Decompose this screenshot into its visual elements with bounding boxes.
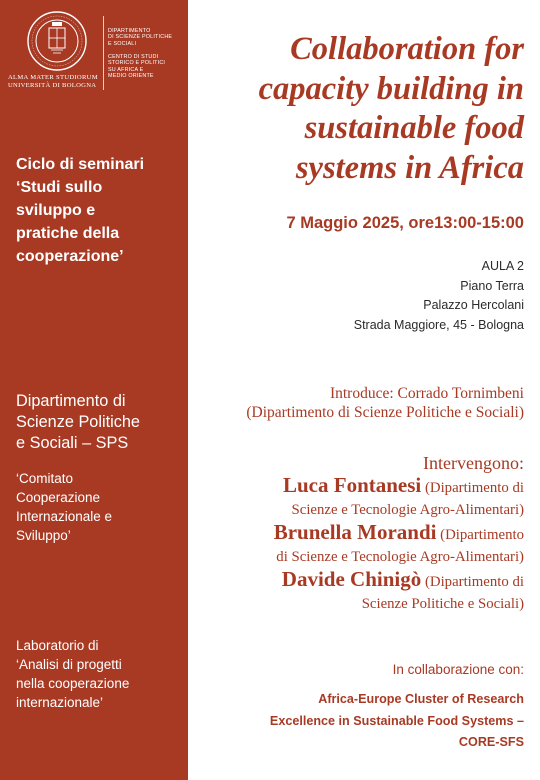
seal-caption-line: UNIVERSITÀ DI BOLOGNA: [8, 82, 97, 89]
speaker-name: Luca Fontanesi: [282, 473, 422, 497]
seminar-series-line: cooperazione’: [16, 248, 124, 265]
speaker-name: Davide Chinigò: [281, 567, 422, 591]
logo-divider: [103, 16, 104, 90]
lab-line: ‘Analisi di progetti: [16, 657, 122, 672]
committee-line: Sviluppo’: [16, 528, 71, 543]
speakers-label: Intervengono:: [423, 453, 524, 473]
center-logo-text: CENTRO DI STUDI STORICO E POLITICI SU AFRICA E MEDIO ORIENTE: [108, 54, 166, 80]
committee-line: Internazionale e: [16, 509, 113, 524]
venue-line: Palazzo Hercolani: [423, 298, 524, 312]
venue-line: Piano Terra: [460, 278, 524, 293]
main-content: [188, 0, 540, 780]
title-line: sustainable food: [304, 110, 524, 146]
committee-line: ‘Comitato: [16, 471, 74, 486]
speaker-affiliation: di Scienze e Tecnologie Agro-Alimentari): [276, 549, 524, 565]
seminar-series: [16, 153, 184, 268]
speaker-affiliation: Scienze e Tecnologie Agro-Alimentari): [291, 502, 524, 518]
speaker-line: [194, 521, 524, 546]
event-date: 7 Maggio 2025, ore13:00-15:00: [286, 214, 524, 232]
department-line: Scienze Politiche: [16, 413, 140, 431]
committee-name: [16, 469, 186, 545]
seal-caption-line: ALMA MATER STUDIORUM: [8, 74, 98, 81]
speaker-affiliation: Scienze Politiche e Sociali): [361, 596, 524, 612]
seminar-series-line: ‘Studi sullo: [16, 179, 103, 196]
lab-name: [16, 636, 184, 712]
collaboration-line: Excellence in Sustainable Food Systems –: [269, 713, 524, 728]
department-name: [16, 391, 186, 454]
venue-line: Strada Maggiore, 45 - Bologna: [353, 317, 524, 332]
collaboration-label: In collaborazione con:: [392, 662, 524, 677]
lab-line: Laboratorio di: [16, 638, 99, 653]
title-line: systems in Africa: [295, 149, 524, 186]
lab-line: nella cooperazione: [16, 676, 130, 691]
seminar-series-line: Ciclo di seminari: [16, 156, 145, 173]
intro-department: (Dipartimento di Scienze Politiche e Sociali): [246, 404, 524, 421]
speaker-entry: [194, 521, 524, 568]
speaker-affiliation: (Dipartimento di: [424, 574, 524, 590]
university-seal-icon: [26, 10, 88, 72]
speaker-entry: [194, 474, 524, 521]
speaker-line: [194, 474, 524, 499]
collaboration-organization: [194, 689, 524, 754]
venue-line: AULA 2: [481, 259, 524, 273]
seal-caption: [8, 74, 98, 90]
department-line: Dipartimento di: [16, 392, 126, 410]
collaboration-line: Africa-Europe Cluster of Research: [318, 692, 524, 706]
seminar-series-line: sviluppo e: [16, 202, 96, 219]
event-venue: [354, 257, 524, 335]
speaker-affiliation: (Dipartimento: [440, 527, 524, 543]
intro-label: Introduce: Corrado Tornimbeni: [329, 385, 524, 402]
speakers-section: [194, 452, 524, 615]
event-title: [194, 30, 524, 188]
department-line: e Sociali – SPS: [16, 434, 129, 452]
speaker-affiliation: (Dipartimento di: [424, 480, 524, 496]
committee-line: Cooperazione: [16, 490, 101, 505]
title-line: capacity building in: [258, 70, 524, 107]
speaker-name: Brunella Morandi: [273, 520, 437, 544]
speaker-entry: [194, 568, 524, 615]
speaker-line: [194, 568, 524, 593]
lab-line: internazionale’: [16, 695, 104, 710]
title-line: Collaboration for: [290, 31, 524, 67]
seminar-series-line: pratiche della: [16, 225, 120, 242]
left-sidebar: [0, 0, 188, 780]
university-logo: [8, 10, 186, 90]
collaboration-line: CORE-SFS: [458, 735, 524, 749]
department-logo-text: DIPARTIMENTO DI SCIENZE POLITICHE E SOCIALI: [108, 28, 173, 47]
